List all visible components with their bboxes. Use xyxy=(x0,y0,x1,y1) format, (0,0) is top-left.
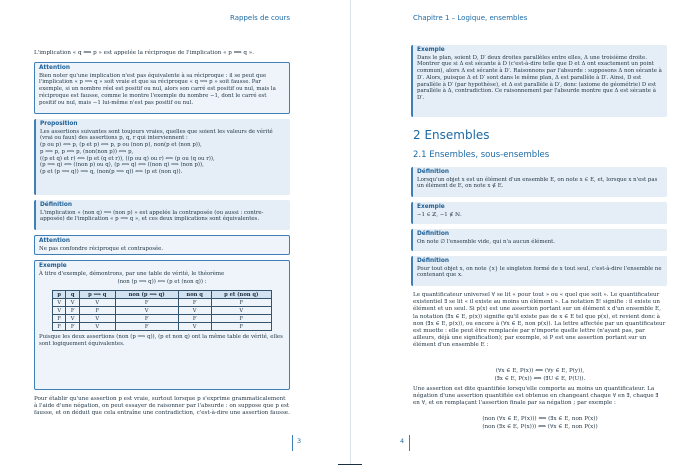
definition-element-box xyxy=(411,167,667,197)
header-cell: non (p ⟹ q) xyxy=(115,291,178,299)
table-cell: F xyxy=(66,323,79,331)
table-cell: V xyxy=(53,299,66,307)
truth-table-header-row xyxy=(53,291,272,299)
table-cell: F xyxy=(178,315,211,323)
negation-formula-1: (non (∀x ∈ E, P(x))) ⟺ (∃x ∈ E, non P(x)) xyxy=(482,416,598,422)
exemple-body: À titre d'exemple, démontrons, par une table de vérité, le théorème xyxy=(39,270,225,277)
header-cell: p ⟹ q xyxy=(79,291,115,299)
exemple-z-title: Exemple xyxy=(417,204,445,210)
table-row xyxy=(53,299,272,307)
exemple-conclusion: Puisque les deux assertions (non (p ⟹ q)), (p et non q) ont la même table de vérité, elles sont logiquement équivalentes. xyxy=(39,334,283,347)
definition-box xyxy=(34,200,290,230)
table-cell: F xyxy=(115,299,178,307)
negation-paragraph: Une assertion est dite quantifiée lorsqu'elle comporte au moins un quantificateur. La négation d'une assertion quantifiée est obtenue en changeant chaque ∀ en ∃, chaque ∃ en ∀, et en remplaçant l'assertion finale par sa négation ; par exemple : xyxy=(413,386,659,407)
subsection-heading: 2.1 Ensembles, sous-ensembles xyxy=(413,150,550,160)
proposition-box xyxy=(34,119,290,195)
table-cell: V xyxy=(66,299,79,307)
quantifiers-paragraph: Le quantificateur universel ∀ se lit « pour tout » ou « quel que soit ». Le quantificateur existentiel ∃ se lit « il existe au moins un élément ». La notation ∃! signifie : il existe un élément et un seul. Si p(x) est une assertion portant sur un élément x d'un ensemble E, la notation (∃x ∈ E, p(x)) signifie qu'il existe pas de x ∈ E tel que p(x), et revient donc à non (∃x ∈ E, p(x)), ou encore à (∀x ∈ E, non p(x)). La lettre affectée par un quantificateur est muette : elle peut être remplacée par n'importe quelle lettre (n'ayant pas, par ailleurs, déjà une signification); par exemple, si P est une assertion portant sur un élément d'un ensemble E : xyxy=(413,292,666,349)
definition-singleton-body: Pour tout objet x, on note {x} le singleton formé de x tout seul, c'est-à-dire l'ensemble ne contenant que x. xyxy=(417,265,662,279)
header-cell: p xyxy=(53,291,66,299)
header-cell: non q xyxy=(178,291,211,299)
exemple-title: Exemple xyxy=(39,263,67,269)
table-cell: F xyxy=(178,299,211,307)
exemple-top-title: Exemple xyxy=(417,47,445,53)
right-page xyxy=(350,0,700,465)
proposition-formula-5: (p et (p ⟹ q)) ⟹ q, (non(p ⟹ q)) ⟺ (p et (non q)). xyxy=(40,169,183,176)
attention-body-2: Ne pas confondre réciproque et contraposée. xyxy=(39,245,164,252)
page-number-left: 3 xyxy=(297,437,302,445)
attention-body-1: Bien noter qu'une implication n'est pas équivalente à sa réciproque : il se peut que l'implication « p ⟹ q » soit vraie et que sa réciproque « q ⟹ p » soit fausse. Par exemple, si un nombre réel est positif ou nul, alors son carré est positif ou nul, mais la réciproque est fausse, comme le montre l'exemple du nombre −1, dont le carré est positif ou nul, mais −1 lui-même n'est pas positif ou nul. xyxy=(39,72,276,106)
table-cell: V xyxy=(79,315,115,323)
page-number-rule-right xyxy=(409,435,410,451)
table-cell: F xyxy=(66,307,79,315)
definition-element-title: Définition xyxy=(417,169,450,175)
header-cell: q xyxy=(66,291,79,299)
attention-title-2: Attention xyxy=(39,238,70,244)
table-row xyxy=(53,323,272,331)
implication-intro: L'implication « q ⟹ p » est appelée la réciproque de l'implication « p ⟹ q ». xyxy=(34,50,254,56)
exemple-z-body: −1 ∈ ℤ, −1 ∉ ℕ. xyxy=(417,211,462,218)
definition-title: Définition xyxy=(40,202,73,208)
table-cell: V xyxy=(211,307,271,315)
quantifier-formula-2: (∃x ∈ E, P(x)) ⟺ (∃U ∈ E, P(U)). xyxy=(494,376,586,382)
table-cell: V xyxy=(178,307,211,315)
table-row xyxy=(53,315,272,323)
table-cell: V xyxy=(79,299,115,307)
proposition-formula-2: p ⟹ p, p ⟺ p, (non(non p)) ⟺ p, xyxy=(40,148,134,155)
proposition-formula-1: (p ou p) ⟺ p, (p et p) ⟺ p, p ou (non p), non(p et (non p)), xyxy=(40,142,202,149)
table-cell: F xyxy=(53,323,66,331)
table-cell: V xyxy=(79,323,115,331)
table-cell: F xyxy=(79,307,115,315)
definition-body: L'implication « (non q) ⟹ (non p) » est appelée la contraposée (ou aussi : contre-apposée) de l'implication « p ⟹ q », et ces deux implications sont équivalentes. xyxy=(40,209,264,223)
header-cell: p et (non q) xyxy=(211,291,271,299)
proposition-body: Les assertions suivantes sont toujours vraies, quelles que soient les valeurs de vérité (vrai ou faux) des assertions p, q, r qui interviennent : xyxy=(40,128,273,142)
absurde-paragraph: Pour établir qu'une assertion p est vraie, surtout lorsque p s'exprime grammaticalement à l'aide d'une négation, on peut essayer de raisonner par l'absurde : on suppose que p est fausse, et on déduit que cela entraîne une contradiction, c'est-à-dire une assertion fausse. xyxy=(34,396,290,417)
definition-singleton-title: Définition xyxy=(417,258,450,264)
proposition-formula-3: ((p et q) et r) ⟺ (p et (q et r)), ((p ou q) ou r) ⟺ (p ou (q ou r)), xyxy=(40,155,215,162)
running-head-right: Chapitre 1 – Logique, ensembles xyxy=(413,14,528,22)
definition-empty-body: On note ∅ l'ensemble vide, qui n'a aucun élément. xyxy=(417,238,556,245)
table-cell: F xyxy=(115,315,178,323)
table-row xyxy=(53,307,272,315)
table-cell: V xyxy=(115,307,178,315)
table-cell: V xyxy=(66,315,79,323)
table-cell: V xyxy=(178,323,211,331)
table-cell: F xyxy=(211,315,271,323)
table-cell: F xyxy=(115,323,178,331)
exemple-top-body: Dans le plan, soient D, D′ deux droites parallèles entre elles, Δ une troisième droite. Montrer que si Δ est sécante à D (c'est-à-dire telle que D et Δ ont exactement un point commun), alors Δ est sécante à D′. Raisonnons par l'absurde : supposons Δ non sécante à D′. Alors, puisque Δ et D′ sont dans le même plan, Δ est parallèle à D′. Ainsi, D est parallèle à D′ (par hypothèse), et Δ est parallèle à D′, donc (axiome de géométrie) D est parallèle à Δ, contradiction. Ce raisonnement par l'absurde montre que Δ est sécante à D′. xyxy=(417,54,662,102)
table-cell: F xyxy=(211,299,271,307)
definition-element-body: Lorsqu'un objet x est un élément d'un ensemble E, on note x ∈ E, et, lorsque x n'est pas un élément de E, on note x ∉ E. xyxy=(417,176,658,190)
running-head-left: Rappels de cours xyxy=(230,14,291,22)
truth-table xyxy=(52,290,272,331)
table-cell: F xyxy=(211,323,271,331)
definition-empty-box xyxy=(411,229,667,251)
attention-box-2 xyxy=(34,235,290,255)
attention-title-1: Attention xyxy=(39,65,70,71)
exemple-top-box xyxy=(411,45,667,117)
proposition-title: Proposition xyxy=(40,121,78,127)
page-number-right: 4 xyxy=(400,437,405,445)
attention-box-1 xyxy=(34,62,290,114)
definition-empty-title: Définition xyxy=(417,231,450,237)
proposition-formula-4: (p ⟹ q) ⟺ ((non p) ou q), (p ⟺ q) ⟺ ((non q) ⟹ (non p)), xyxy=(40,162,204,169)
definition-singleton-box xyxy=(411,256,667,286)
quantifier-formula-1: (∀x ∈ E, P(x)) ⟺ (∀y ∈ E, P(y)), xyxy=(495,368,585,374)
exemple-box xyxy=(34,260,290,390)
negation-formula-2: (non (∃x ∈ E, P(x))) ⟺ (∀x ∈ E, non P(x)) xyxy=(482,424,598,430)
table-cell: V xyxy=(53,307,66,315)
table-cell: F xyxy=(53,315,66,323)
section-heading: 2 Ensembles xyxy=(413,128,490,142)
exemple-z-box xyxy=(411,202,667,224)
exemple-formula: (non (p ⟹ q)) ⟺ (p et (non q)) : xyxy=(117,279,207,286)
page-number-rule-left xyxy=(292,435,293,451)
